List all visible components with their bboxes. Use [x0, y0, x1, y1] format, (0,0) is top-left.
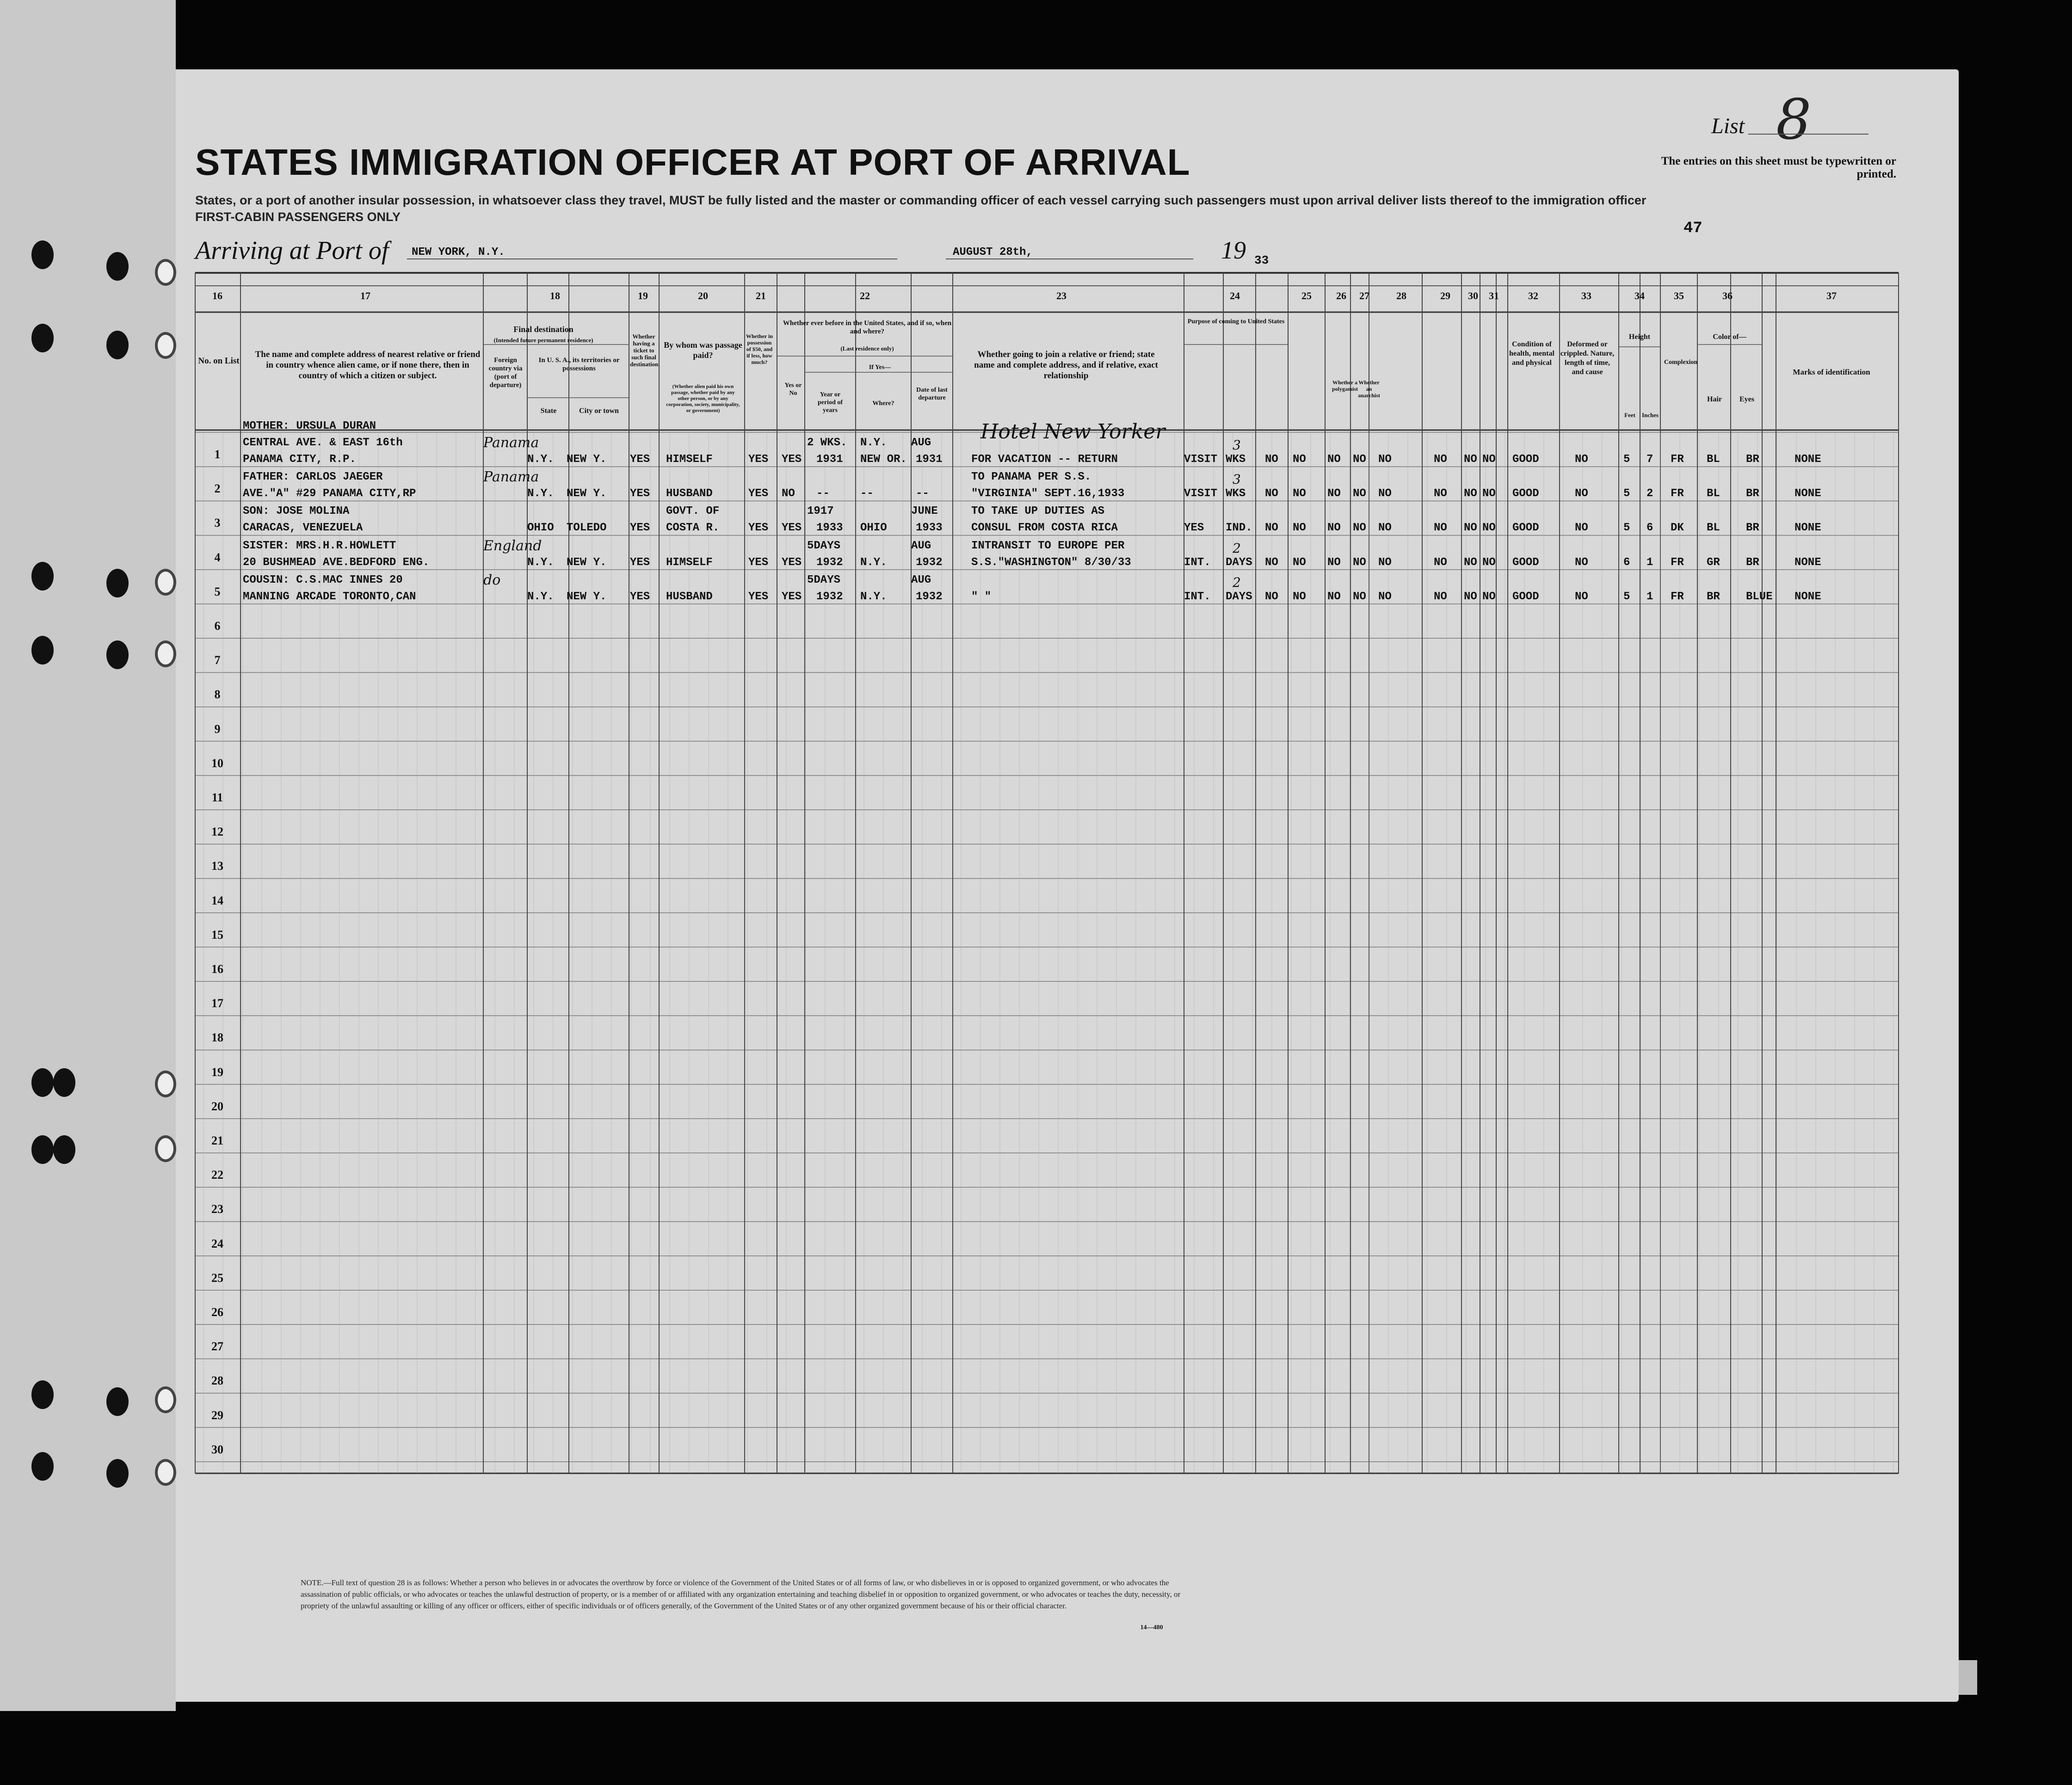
answer-no: NO [1327, 590, 1341, 603]
row-number: 16 [211, 962, 223, 976]
relative-name: COUSIN: C.S.MAC INNES 20 [243, 573, 403, 586]
answer-no: NO [1378, 522, 1392, 535]
header-deformed: Deformed or crippled. Nature, length of time, and cause [1560, 340, 1615, 376]
where-value: N.Y. [860, 556, 887, 569]
answer-no: NO [1293, 590, 1306, 603]
port-value: NEW YORK, N.Y. [412, 246, 505, 259]
row-number: 2 [214, 482, 221, 496]
answer-no: NO [1265, 522, 1278, 535]
answer-no: NO [1353, 556, 1366, 569]
row-number: 22 [211, 1168, 223, 1182]
passage-paid-by: GOVT. OF [666, 505, 720, 518]
hair-color: BL [1707, 487, 1720, 500]
join-relative: "VIRGINIA" SEPT.16,1933 [971, 487, 1125, 500]
row-number: 8 [214, 688, 221, 702]
col-num-23: 23 [1056, 290, 1067, 302]
complexion-value: FR [1671, 453, 1684, 466]
answer-no: NO [1482, 522, 1496, 535]
identification-marks: NONE [1794, 522, 1821, 535]
purpose-value: INT. [1184, 590, 1211, 603]
row-number: 14 [211, 893, 223, 907]
departure-date: 1932 [916, 556, 943, 569]
period-years: 1932 [816, 590, 843, 603]
col-num-18: 18 [550, 290, 560, 302]
page-number: 47 [1684, 220, 1702, 237]
answer-no: NO [1464, 487, 1477, 500]
col-num-26: 26 [1336, 290, 1346, 302]
relative-name: FATHER: CARLOS JAEGER [243, 471, 383, 484]
destination-state: N.Y. [527, 453, 554, 466]
row-number: 3 [214, 516, 221, 530]
period-years: 1932 [816, 556, 843, 569]
ticket-value: YES [630, 522, 650, 535]
complexion-value: FR [1671, 556, 1684, 569]
header-inches: Inches [1641, 412, 1659, 419]
typewritten-note: The entries on this sheet must be typewritten or printed. [1661, 155, 1896, 180]
answer-no: NO [1482, 556, 1496, 569]
length-of-stay: WKS [1226, 487, 1246, 500]
relative-name: MOTHER: URSULA DURAN [243, 420, 376, 432]
header-no-on-list: No. on List [198, 356, 240, 366]
length-of-stay: DAYS [1226, 556, 1252, 569]
footnote: NOTE.—Full text of question 28 is as follows: Whether a person who believes in or advocates the overthrow by force or violence of the Government of the United States or of all forms of law, or who disbelieves in or is opposed to organized government, or who advocates the assassination of public officials, or who advocates or teaches the unlawful destruction of property, or is a member of or affiliated with any organization entertaining and teaching disbelief in or opposition to organized government, or who advocates or teaches the duty, necessity, or propriety of the unlawful assaulting or killing of any officer or officers, either of specific individuals or of officers generally, of the Government of the United States or of any other organized government because of his or their official character. [301, 1578, 1181, 1610]
answer-no: NO [1327, 453, 1341, 466]
answer-no: NO [1378, 453, 1392, 466]
destination-city: NEW Y. [567, 556, 607, 569]
col-num-33: 33 [1581, 290, 1591, 302]
year-suffix: 33 [1254, 253, 1269, 267]
purpose-value: VISIT [1184, 453, 1218, 466]
answer-no: NO [1378, 556, 1392, 569]
answer-no: NO [1265, 487, 1278, 500]
row-number: 5 [214, 585, 221, 598]
health-condition: GOOD [1512, 453, 1539, 466]
col-num-36: 36 [1722, 290, 1733, 302]
complexion-value: DK [1671, 522, 1684, 535]
destination-city: NEW Y. [567, 487, 607, 500]
header-passage: By whom was passage paid? [664, 340, 742, 360]
length-of-stay: WKS [1226, 453, 1246, 466]
relative-address: CARACAS, VENEZUELA [243, 522, 363, 535]
eye-color: BR [1746, 556, 1759, 569]
foreign-country-handwritten: do [483, 572, 501, 588]
list-label: List [1711, 114, 1745, 138]
row-number: 28 [211, 1374, 223, 1388]
header-where: Where? [872, 400, 894, 407]
passage-paid-by: COSTA R. [666, 522, 720, 535]
complexion-value: FR [1671, 487, 1684, 500]
foreign-country-handwritten: Panama [483, 469, 539, 486]
complexion-value: FR [1671, 590, 1684, 603]
header-date-departure: Date of last departure [916, 387, 948, 401]
answer-no: NO [1293, 453, 1306, 466]
destination-city: NEW Y. [567, 453, 607, 466]
answer-no: NO [1353, 453, 1366, 466]
purpose-value: VISIT [1184, 487, 1218, 500]
where-value: N.Y. [860, 437, 887, 449]
fifty-dollars-value: YES [748, 522, 769, 535]
answer-no: NO [1265, 590, 1278, 603]
row-number: 15 [211, 928, 223, 942]
header-city: City or town [579, 407, 619, 415]
row-number: 12 [211, 825, 223, 839]
departure-date: -- [916, 487, 929, 500]
col-num-20: 20 [698, 290, 708, 302]
join-relative: CONSUL FROM COSTA RICA [971, 522, 1118, 535]
join-handwritten: Hotel New Yorker [980, 420, 1166, 443]
before-in-us: YES [782, 453, 802, 466]
length-of-stay: DAYS [1226, 590, 1252, 603]
col-num-28: 28 [1396, 290, 1406, 302]
departure-date: AUG [911, 539, 931, 552]
page-title: STATES IMMIGRATION OFFICER AT PORT OF ARRIVAL [195, 142, 1190, 183]
period-years: 1933 [816, 522, 843, 535]
period-years: -- [816, 487, 830, 500]
deformed-value: NO [1575, 590, 1588, 603]
fifty-dollars-value: YES [748, 556, 769, 569]
row-number: 18 [211, 1031, 223, 1045]
health-condition: GOOD [1512, 522, 1539, 535]
instructions-line1: States, or a port of another insular possession, in whatsoever class they travel, MUST be fully listed and the master or commanding officer of each vessel carrying such passengers must upon arrival deliver lists thereof to the immigration officer [195, 193, 1646, 207]
destination-state: N.Y. [527, 487, 554, 500]
eye-color: BR [1746, 487, 1759, 500]
hair-color: BL [1707, 522, 1720, 535]
answer-no: NO [1327, 487, 1341, 500]
header-hair: Hair [1707, 395, 1722, 403]
join-relative: TO TAKE UP DUTIES AS [971, 505, 1105, 518]
join-relative: INTRANSIT TO EUROPE PER [971, 539, 1125, 552]
height-feet: 5 [1623, 487, 1630, 500]
length-of-stay: IND. [1226, 522, 1252, 535]
col-num-35: 35 [1674, 290, 1684, 302]
where-value: -- [860, 487, 874, 500]
period-years: 1931 [816, 453, 843, 466]
relative-name: SON: JOSE MOLINA [243, 505, 350, 518]
before-in-us: YES [782, 556, 802, 569]
row-number: 29 [211, 1408, 223, 1422]
destination-city: NEW Y. [567, 590, 607, 603]
height-inches: 1 [1646, 556, 1653, 569]
foreign-country-handwritten: Panama [483, 435, 539, 451]
join-relative: S.S."WASHINGTON" 8/30/33 [971, 556, 1131, 569]
header-if-yes: If Yes— [869, 364, 891, 371]
answer-no: NO [1482, 487, 1496, 500]
header-state: State [540, 407, 557, 415]
fifty-dollars-value: YES [748, 590, 769, 603]
header-purpose: Purpose of coming to United States [1187, 318, 1285, 325]
before-in-us: NO [782, 487, 795, 500]
relative-address: PANAMA CITY, R.P. [243, 453, 356, 466]
height-inches: 1 [1646, 590, 1653, 603]
header-feet: Feet [1624, 412, 1635, 419]
answer-no: NO [1293, 487, 1306, 500]
hair-color: BL [1707, 453, 1720, 466]
relative-address: CENTRAL AVE. & EAST 16th [243, 437, 403, 449]
where-value: NEW OR. [860, 453, 907, 466]
hair-color: GR [1707, 556, 1720, 569]
header-final-destination: Final destination [513, 325, 574, 334]
purpose-value: INT. [1184, 556, 1211, 569]
header-eyes: Eyes [1739, 395, 1754, 403]
destination-state: N.Y. [527, 556, 554, 569]
health-condition: GOOD [1512, 487, 1539, 500]
answer-no: NO [1265, 453, 1278, 466]
fifty-dollars-value: YES [748, 453, 769, 466]
col-num-34: 34 [1634, 290, 1645, 302]
identification-marks: NONE [1794, 590, 1821, 603]
row-number: 7 [214, 653, 221, 667]
header-marks: Marks of identification [1793, 368, 1870, 376]
row-number: 30 [211, 1442, 223, 1456]
answer-no: NO [1327, 556, 1341, 569]
departure-date: AUG [911, 437, 931, 449]
hair-color: BR [1707, 590, 1720, 603]
eye-color: BLUE [1746, 590, 1773, 603]
answer-no: NO [1265, 556, 1278, 569]
row-number: 27 [211, 1340, 223, 1354]
arriving-label: Arriving at Port of [195, 236, 389, 265]
answer-no: NO [1378, 487, 1392, 500]
eye-color: BR [1746, 522, 1759, 535]
period-years: 1917 [807, 505, 834, 518]
answer-no: NO [1434, 453, 1447, 466]
relative-address: 20 BUSHMEAD AVE.BEDFORD ENG. [243, 556, 430, 569]
deformed-value: NO [1575, 522, 1588, 535]
passage-paid-by: HUSBAND [666, 590, 713, 603]
departure-date: 1931 [916, 453, 943, 466]
before-in-us: YES [782, 522, 802, 535]
destination-city: TOLEDO [567, 522, 607, 535]
instructions-line2: FIRST-CABIN PASSENGERS ONLY [195, 210, 401, 224]
row-number: 26 [211, 1305, 223, 1319]
departure-date: 1933 [916, 522, 943, 535]
health-condition: GOOD [1512, 590, 1539, 603]
destination-state: OHIO [527, 522, 554, 535]
date-value: AUGUST 28th, [953, 246, 1033, 259]
answer-no: NO [1482, 453, 1496, 466]
header-color-of: Color of— [1713, 333, 1746, 341]
header-ticket: Whether having a ticket to such final destination [630, 333, 659, 368]
col-num-29: 29 [1440, 290, 1450, 302]
answer-no: NO [1464, 590, 1477, 603]
answer-no: NO [1293, 522, 1306, 535]
ticket-value: YES [630, 487, 650, 500]
passage-paid-by: HUSBAND [666, 487, 713, 500]
header-before: Whether ever before in the United States, and if so, when and where? [783, 320, 952, 335]
where-value: N.Y. [860, 590, 887, 603]
col-num-37: 37 [1826, 290, 1837, 302]
relative-name: SISTER: MRS.H.R.HOWLETT [243, 539, 396, 552]
answer-no: NO [1353, 590, 1366, 603]
col-num-16: 16 [212, 290, 222, 302]
fifty-dollars-value: YES [748, 487, 769, 500]
answer-no: NO [1434, 522, 1447, 535]
height-feet: 5 [1623, 522, 1630, 535]
height-inches: 6 [1646, 522, 1653, 535]
passage-paid-by: HIMSELF [666, 453, 713, 466]
health-condition: GOOD [1512, 556, 1539, 569]
answer-no: NO [1434, 487, 1447, 500]
departure-date: JUNE [911, 505, 938, 518]
header-usa: In U. S. A., its territories or possessions [538, 357, 620, 372]
answer-no: NO [1434, 556, 1447, 569]
ticket-value: YES [630, 556, 650, 569]
answer-no: NO [1378, 590, 1392, 603]
purpose-count: 3 [1233, 437, 1241, 453]
identification-marks: NONE [1794, 487, 1821, 500]
col-num-32: 32 [1528, 290, 1538, 302]
row-number: 20 [211, 1099, 223, 1113]
relative-address: MANNING ARCADE TORONTO,CAN [243, 590, 416, 603]
col-num-21: 21 [756, 290, 766, 302]
height-feet: 6 [1623, 556, 1630, 569]
list-number: 8 [1776, 88, 1812, 152]
header-polygamist: Whether a polygamist [1332, 379, 1358, 392]
header-foreign-country: Foreign country via (port of departure) [488, 357, 523, 389]
year-prefix: 19 [1221, 236, 1246, 264]
height-inches: 2 [1646, 487, 1653, 500]
answer-no: NO [1482, 590, 1496, 603]
answer-no: NO [1464, 556, 1477, 569]
header-fifty: Whether in possession of $50, and if less, how much? [746, 333, 773, 365]
col-num-25: 25 [1301, 290, 1312, 302]
row-number: 24 [211, 1237, 223, 1250]
col-num-31: 31 [1489, 290, 1499, 302]
answer-no: NO [1353, 522, 1366, 535]
header-condition: Condition of health, mental and physical [1509, 340, 1554, 367]
height-feet: 5 [1623, 453, 1630, 466]
row-number: 1 [214, 448, 221, 461]
row-number: 6 [214, 619, 221, 633]
header-passage-sub: (Whether alien paid his own passage, whether paid by any other person, or by any corporation, society, municipality, or government) [666, 384, 740, 413]
purpose-count: 3 [1233, 472, 1241, 487]
deformed-value: NO [1575, 453, 1588, 466]
join-relative: FOR VACATION -- RETURN [971, 453, 1118, 466]
period-years: 5DAYS [807, 573, 841, 586]
relative-address: AVE."A" #29 PANAMA CITY,RP [243, 487, 416, 500]
period-years: 5DAYS [807, 539, 841, 552]
answer-no: NO [1293, 556, 1306, 569]
row-number: 10 [211, 756, 223, 770]
deformed-value: NO [1575, 487, 1588, 500]
eye-color: BR [1746, 453, 1759, 466]
purpose-value: YES [1184, 522, 1204, 535]
col-num-30: 30 [1468, 290, 1478, 302]
form-number: 14—480 [1140, 1624, 1163, 1631]
answer-no: NO [1464, 522, 1477, 535]
row-number: 11 [211, 791, 223, 804]
row-number: 17 [211, 997, 223, 1010]
height-inches: 7 [1646, 453, 1653, 466]
departure-date: AUG [911, 573, 931, 586]
header-anarchist: Whether an anarchist [1358, 379, 1380, 399]
header-year-period: Year or period of years [817, 391, 843, 414]
departure-date: 1932 [916, 590, 943, 603]
header-complexion: Complexion [1664, 359, 1698, 366]
row-number: 23 [211, 1202, 223, 1216]
join-relative: TO PANAMA PER S.S. [971, 471, 1092, 484]
col-num-22: 22 [860, 290, 870, 302]
row-number: 19 [211, 1065, 223, 1079]
identification-marks: NONE [1794, 453, 1821, 466]
header-height: Height [1628, 333, 1651, 341]
where-value: OHIO [860, 522, 887, 535]
identification-marks: NONE [1794, 556, 1821, 569]
col-num-27: 27 [1359, 290, 1369, 302]
header-relative: The name and complete address of nearest relative or friend in country whence alien came, or if none there, then in country of which a citizen or subject. [255, 350, 481, 381]
height-feet: 5 [1623, 590, 1630, 603]
col-num-19: 19 [638, 290, 648, 302]
header-join: Whether going to join a relative or friend; state name and complete address, and if relative, exact relationship [974, 350, 1158, 381]
row-number: 9 [214, 722, 221, 736]
join-relative: " " [971, 590, 992, 603]
deformed-value: NO [1575, 556, 1588, 569]
ticket-value: YES [630, 590, 650, 603]
answer-no: NO [1434, 590, 1447, 603]
before-in-us: YES [782, 590, 802, 603]
passage-paid-by: HIMSELF [666, 556, 713, 569]
header-yes-no: Yes or No [784, 382, 802, 397]
foreign-country-handwritten: England [483, 537, 542, 554]
destination-state: N.Y. [527, 590, 554, 603]
row-number: 13 [211, 859, 223, 873]
answer-no: NO [1464, 453, 1477, 466]
header-final-destination-sub: (Intended future permanent residence) [493, 337, 593, 344]
row-number: 4 [214, 550, 221, 564]
purpose-count: 2 [1233, 574, 1241, 590]
period-years: 2 WKS. [807, 437, 847, 449]
row-number: 25 [211, 1271, 223, 1285]
ticket-value: YES [630, 453, 650, 466]
row-number: 21 [211, 1134, 223, 1147]
col-num-17: 17 [360, 290, 370, 302]
purpose-count: 2 [1233, 540, 1241, 556]
answer-no: NO [1353, 487, 1366, 500]
answer-no: NO [1327, 522, 1341, 535]
header-before-sub: (Last residence only) [840, 345, 894, 352]
col-num-24: 24 [1230, 290, 1240, 302]
